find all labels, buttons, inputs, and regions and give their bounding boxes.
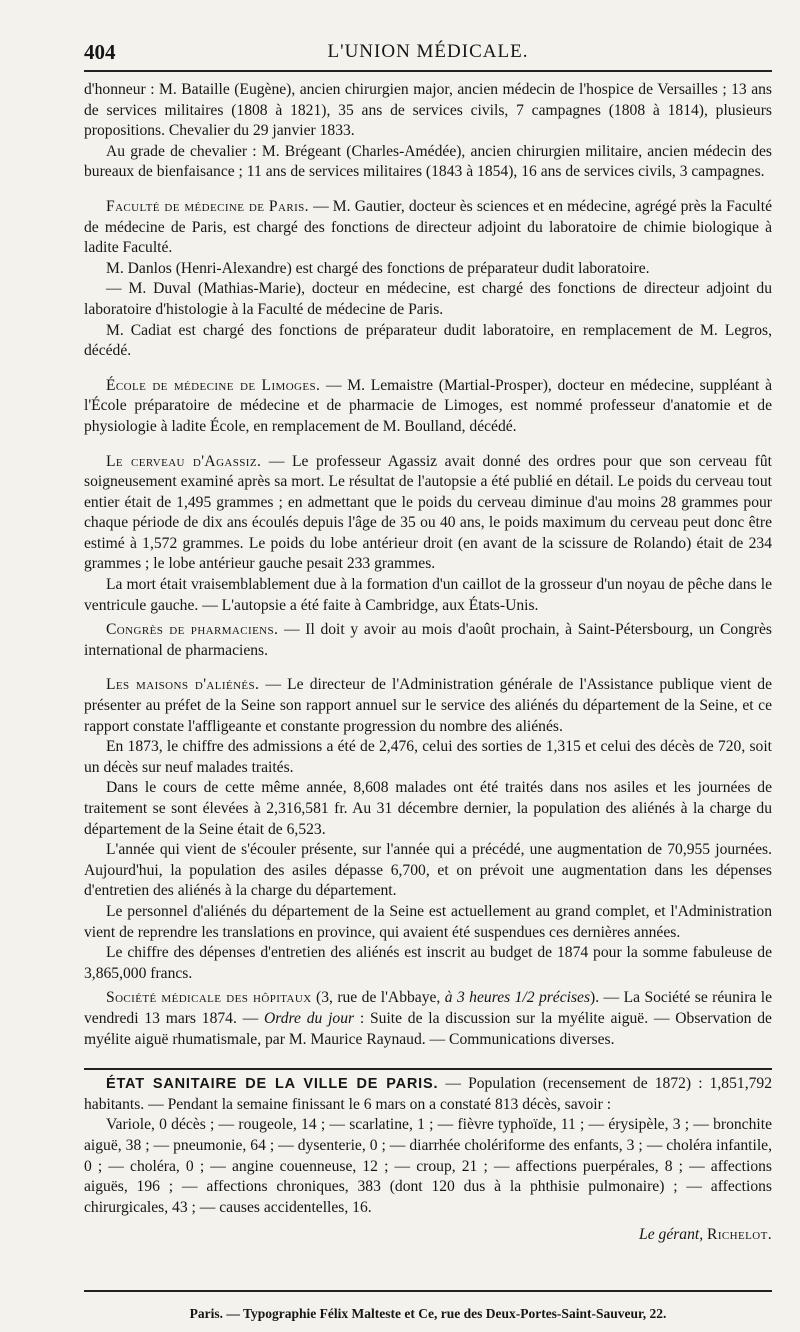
paragraph-p15 — [84, 902, 772, 943]
paragraph-text: M. Danlos (Henri-Alexandre) est chargé des fonctions de préparateur dudit laboratoire. — [106, 259, 650, 277]
paragraph-text: ). — La Société se réunira le vendredi 13 mars 1874. — — [84, 989, 772, 1027]
paragraph-text: Variole, 0 décès ; — rougeole, 14 ; — scarlatine, 1 ; — fièvre typhoïde, 11 ; — érysipèle, 3 ; — bronchite aiguë, 38 ; — pneumonie, 64 ; — dysenterie, 0 ; — diarrhée cholériforme des enfants, 3 ; — choléra infantile, 0 ; — choléra, 0 ; — angine couenneuse, 12 ; — croup, 21 ; — affections puerpérales, 8 ; — affections aiguës, 196 ; — affections chroniques, 383 (dont 120 dus à la phthisie pulmonaire) ; — affections chirurgicales, 43 ; — causes accidentelles, 16. — [84, 1116, 772, 1216]
spacer — [84, 183, 772, 197]
page-number: 404 — [84, 40, 116, 64]
paragraph-text: M. Cadiat est chargé des fonctions de préparateur dudit laboratoire, en remplacement de M. Legros, décédé. — [84, 321, 772, 360]
section-heading: Société médicale des hôpitaux — [106, 989, 312, 1007]
section-heading: Les maisons d'aliénés. — [106, 676, 260, 694]
paragraph-p4 — [84, 259, 772, 280]
paragraph-text: — Le directeur de l'Administration générale de l'Assistance publique vient de présenter au préfet de la Seine son rapport annuel sur le service des aliénés du département de la Seine, et ce rapport constate l'affligeante et constante progression du nombre des aliénés. — [84, 676, 772, 735]
paragraph-p17 — [84, 988, 772, 1050]
signature — [84, 1224, 772, 1246]
page-footer — [84, 1290, 772, 1322]
paragraph-text: Le chiffre des dépenses d'entretien des aliénés est inscrit au budget de 1874 pour la somme fabuleuse de 3,865,000 francs. — [84, 944, 772, 982]
paragraph-text: d'honneur : M. Bataille (Eugène), ancien chirurgien major, ancien médecin de l'hospice de Versailles ; 13 ans de services militaires (1808 à 1821), 35 ans de services civils, 7 campagnes (1808 à 1814), plusieurs propositions. Chevalier du 29 janvier 1833. — [84, 81, 772, 140]
paragraph-p1 — [84, 80, 772, 142]
printer-imprint: Paris. — Typographie Félix Malteste et Ce, rue des Deux-Portes-Saint-Sauveur, 22. — [189, 1306, 667, 1321]
paragraph-p5 — [84, 279, 772, 320]
paragraph-p14 — [84, 840, 772, 902]
paragraph-text: (3, rue de l'Abbaye, — [311, 989, 445, 1007]
spacer — [84, 438, 772, 452]
running-title: L'UNION MÉDICALE. — [327, 41, 529, 62]
paragraph-text: — Il doit y avoir au mois d'août prochain, à Saint-Pétersbourg, un Congrès international de pharmaciens. — [84, 621, 772, 659]
paragraph-text: — M. Lemaistre (Martial-Prosper), docteur en médecine, suppléant à l'École préparatoire de médecine et de pharmacie de Limoges, est nommé professeur d'anatomie et de physiologie à ladite École, en remplacement de M. Boulland, décédé. — [84, 376, 772, 435]
paragraph-p9 — [84, 575, 772, 616]
paragraph-text: Au grade de chevalier : M. Brégeant (Charles-Amédée), ancien chirurgien militaire, ancien médecin des bureaux de bienfaisance ; 11 ans de services militaires (1843 à 1854), 16 ans de services civils, 3 campagnes. — [84, 142, 772, 181]
paragraph-p6 — [84, 321, 772, 362]
paragraph-text: — M. Duval (Mathias-Marie), docteur en médecine, est chargé des fonctions de directeur adjoint du laboratoire d'histologie à la Faculté de médecine de Paris. — [84, 280, 772, 318]
italic-text: Ordre du jour — [264, 1009, 355, 1027]
paragraph-text: — Le professeur Agassiz avait donné des ordres pour que son cerveau fût soigneusement examiné après sa mort. Le résultat de l'autopsie a été publié en détail. Le poids du cerveau tout entier était de 1,495 grammes ; en admettant que le poids du cerveau diminue d'au moins 28 grammes pour chaque période de dix ans écoulés depuis l'âge de 35 ou 40 ans, le poids maximum du cerveau peut donc être estimé à 1,572 grammes. Le poids du lobe antérieur droit (en avant de la scissure de Rolando) était de 234 grammes ; le lobe antérieur gauche pesait 233 grammes. — [84, 452, 772, 573]
section-heading: Faculté de médecine de Paris. — [106, 197, 309, 215]
section-heading: Congrès de pharmaciens. — [106, 621, 279, 639]
signature-name: Richelot. — [707, 1226, 772, 1244]
section-heading: École de médecine de Limoges. — [106, 376, 321, 394]
paragraph-p16 — [84, 943, 772, 984]
paragraph-p12 — [84, 737, 772, 778]
spacer — [84, 1050, 772, 1068]
paragraph-text: — Population (recensement de 1872) : 1,851,792 habitants. — Pendant la semaine finissant le 6 mars on a constaté 813 décès, savoir : — [84, 1075, 772, 1113]
paragraph-p8 — [84, 452, 772, 576]
paragraph-text: L'année qui vient de s'écouler présente, sur l'année qui a précédé, une augmentation de 70,955 journées. Aujourd'hui, la population des asiles dépasse 6,700, et on prévoit une augmentation dans les dépenses d'entretien des aliénés à la charge du département. — [84, 841, 772, 900]
section-heading: ÉTAT SANITAIRE DE LA VILLE DE PARIS. — [106, 1076, 439, 1093]
spacer — [84, 661, 772, 675]
section-heading: Le cerveau d'Agassiz. — [106, 452, 262, 470]
paragraph-text: Dans le cours de cette même année, 8,608 malades ont été traités dans nos asiles et les journées de traitement se sont élevées à 2,316,581 fr. Au 31 décembre dernier, la population des aliénés à la charge du département de la Seine était de 6,523. — [84, 779, 772, 838]
spacer — [84, 362, 772, 376]
paragraph-p13 — [84, 778, 772, 840]
paragraph-text: Le personnel d'aliénés du département de la Seine est actuellement au grand complet, et l'Administration vient de reprendre les translations en province, qui avaient été suspendues ces dernières années. — [84, 902, 772, 941]
italic-text: à 3 heures 1/2 précises — [444, 989, 591, 1007]
paragraph-p7 — [84, 376, 772, 438]
page-header — [84, 36, 772, 72]
paragraph-text: : Suite de la discussion sur la myélite aiguë. — Observation de myélite aiguë rhumatismale, par M. Maurice Raynaud. — Communications diverses. — [84, 1009, 772, 1048]
paragraph-text: — M. Gautier, docteur ès sciences et en médecine, agrégé près la Faculté de médecine de Paris, est chargé des fonctions de directeur adjoint du laboratoire de chimie biologique à ladite Faculté. — [84, 197, 773, 257]
paragraph-p19 — [84, 1115, 772, 1218]
paragraph-text: La mort était vraisemblablement due à la formation d'un caillot de la grosseur d'un noyau de pêche dans le ventricule gauche. — L'autopsie a été faite à Cambridge, aux États-Unis. — [84, 576, 772, 614]
document-page — [84, 0, 772, 1332]
signature-label: Le gérant, — [639, 1226, 704, 1244]
article-body — [84, 80, 772, 1246]
paragraph-p11 — [84, 675, 772, 737]
paragraph-p10 — [84, 620, 772, 661]
paragraph-p18 — [84, 1074, 772, 1115]
paragraph-text: En 1873, le chiffre des admissions a été de 2,476, celui des sorties de 1,315 et celui des décès de 720, soit un décès sur neuf malades traités. — [84, 738, 772, 776]
paragraph-p3 — [84, 197, 772, 259]
paragraph-p2 — [84, 142, 772, 183]
